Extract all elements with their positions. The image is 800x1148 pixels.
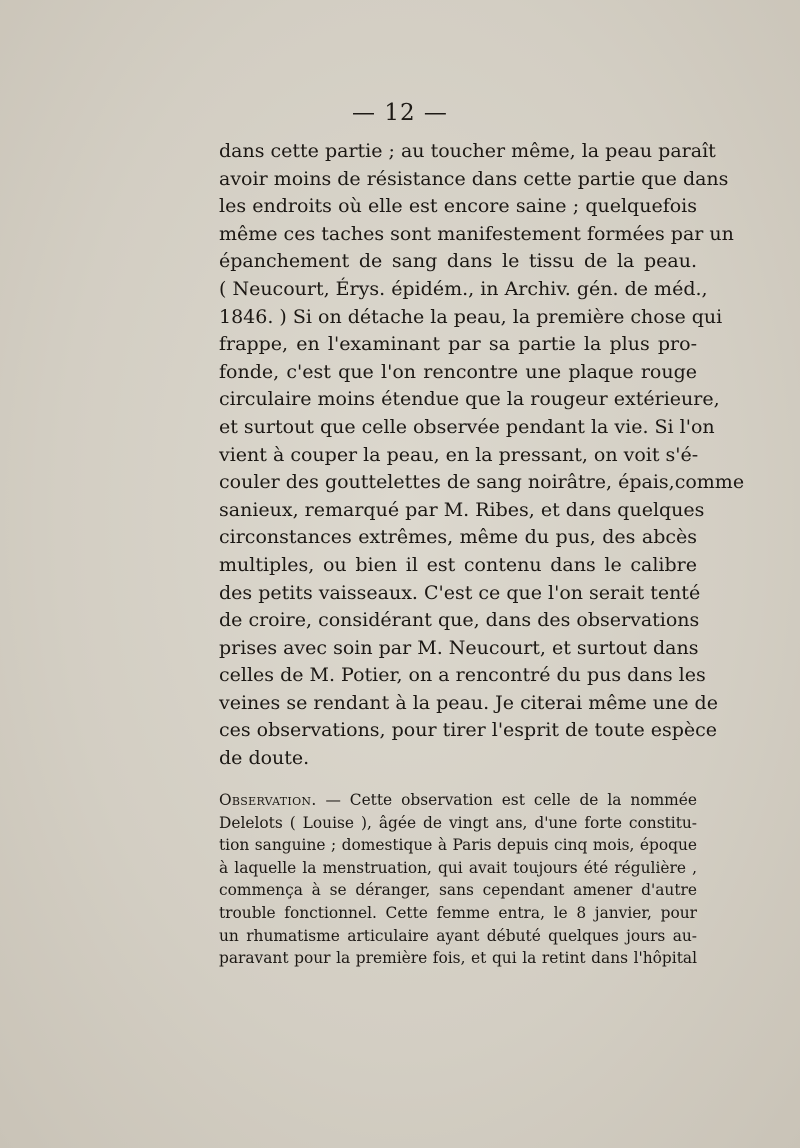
observation-line: Delelots ( Louise ), âgée de vingt ans, d'une forte constitu- [219, 813, 697, 832]
text-line: frappe, en l'examinant par sa partie la plus pro- [219, 333, 697, 356]
text-line: ( Neucourt, Érys. épidém., in Archiv. gén. de méd., [219, 277, 708, 300]
text-line: veines se rendant à la peau. Je citerai même une de [219, 691, 718, 714]
text-line: multiples, ou bien il est contenu dans le calibre [219, 553, 697, 576]
text-line: et surtout que celle observée pendant la vie. Si l'on [219, 415, 715, 438]
text-line: vient à couper la peau, en la pressant, on voit s'é- [219, 443, 699, 466]
observation-line: paravant pour la première fois, et qui la retint dans l'hôpital [219, 949, 697, 968]
text-line: circonstances extrêmes, même du pus, des abcès [219, 526, 697, 549]
text-line: ces observations, pour tirer l'esprit de toute espèce [219, 719, 718, 742]
text-line: de croire, considérant que, dans des observations [219, 609, 700, 632]
text-line: de doute. [219, 747, 310, 770]
text-line: avoir moins de résistance dans cette partie que dans [219, 167, 729, 190]
text-line: celles de M. Potier, on a rencontré du pus dans les [219, 664, 706, 687]
text-line: sanieux, remarqué par M. Ribes, et dans quelques [219, 498, 705, 521]
text-line: des petits vaisseaux. C'est ce que l'on serait tenté [219, 581, 701, 604]
page-number: — 12 — [352, 100, 448, 126]
observation-line: un rhumatisme articulaire ayant débuté quelques jours au- [219, 926, 697, 945]
main-paragraph [219, 138, 745, 773]
observation-line: trouble fonctionnel. Cette femme entra, le 8 janvier, pour [219, 903, 697, 922]
text-line: même ces taches sont manifestement formées par un [219, 222, 734, 245]
text-line: épanchement de sang dans le tissu de la peau. [219, 250, 697, 273]
observation-line: tion sanguine ; domestique à Paris depuis cinq mois, époque [219, 836, 697, 855]
observation-first-line-text: — Cette observation est celle de la nommée [316, 791, 697, 809]
observation-line: commença à se déranger, sans cependant amener d'autre [219, 881, 697, 900]
text-line: 1846. ) Si on détache la peau, la première chose qui [219, 305, 723, 328]
observation-heading: Observation. [219, 791, 317, 809]
observation-paragraph [219, 789, 697, 970]
observation-first-line [219, 789, 697, 812]
text-line: circulaire moins étendue que la rougeur extérieure, [219, 388, 720, 411]
text-line: les endroits où elle est encore saine ; quelquefois [219, 195, 697, 218]
text-line: dans cette partie ; au toucher même, la peau paraît [219, 140, 716, 162]
observation-line: à laquelle la menstruation, qui avait toujours été régulière , [219, 858, 697, 877]
text-line: couler des gouttelettes de sang noirâtre, épais,comme [219, 471, 745, 494]
text-line: prises avec soin par M. Neucourt, et surtout dans [219, 636, 699, 659]
text-line: fonde, c'est que l'on rencontre une plaque rouge [219, 360, 697, 383]
